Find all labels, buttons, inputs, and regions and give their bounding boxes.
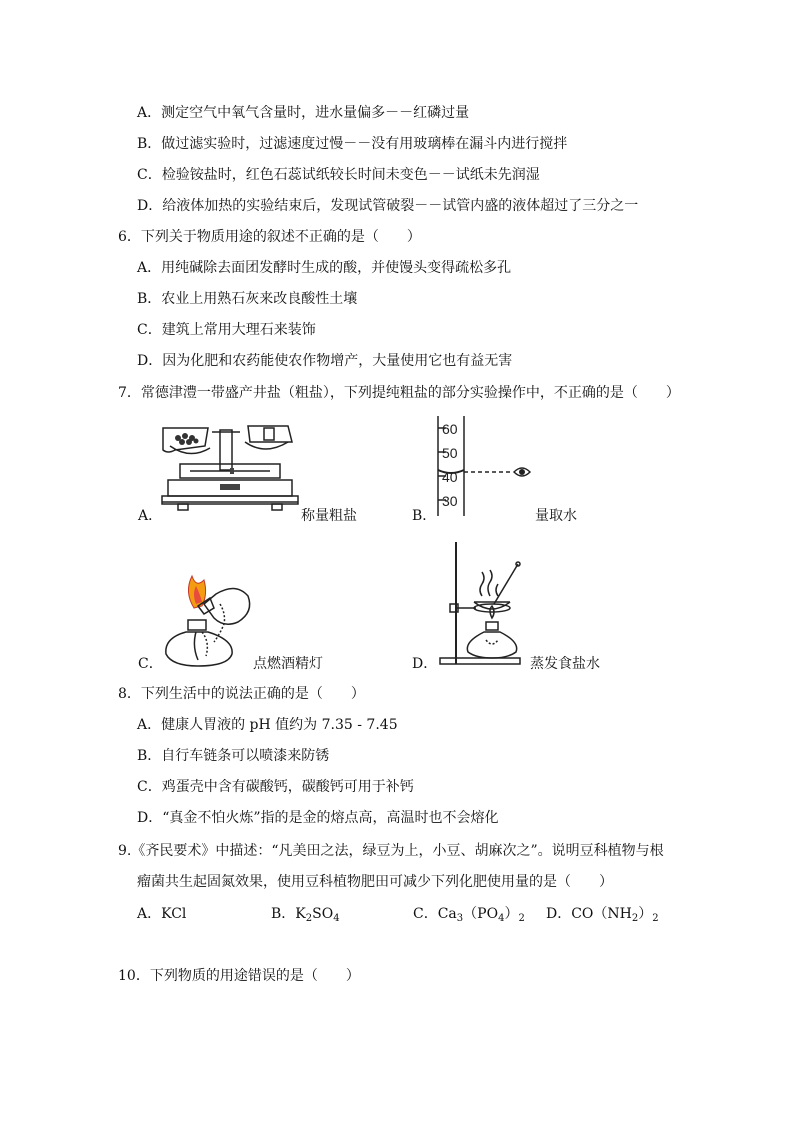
q8-option-c: C．鸡蛋壳中含有碳酸钙，碳酸钙可用于补钙 [137, 779, 414, 795]
q9-option-a: A．KCl [137, 906, 187, 922]
q7-option-d-caption: 蒸发食盐水 [530, 656, 600, 672]
q9-option-c: C．$Ca_3(PO_4)_2$ [413, 906, 525, 924]
q7-option-c-caption: 点燃酒精灯 [253, 656, 323, 672]
cylinder-mark-50: 50 [442, 445, 458, 461]
q7-option-d-letter: D． [412, 656, 438, 672]
q7-stem: 7．常德津澧一带盛产井盐（粗盐），下列提纯粗盐的部分实验操作中，不正确的是（ ） [118, 385, 680, 401]
q5-option-d: D．给液体加热的实验结束后，发现试管破裂－－试管内盛的液体超过了三分之一 [137, 198, 639, 214]
q9-option-b: B．$K_2SO_4$ [271, 906, 340, 924]
q5-option-a: A．测定空气中氧气含量时，进水量偏多－－红磷过量 [137, 105, 470, 121]
q8-option-a: A．健康人胃液的 pH 值约为 7.35 - 7.45 [137, 717, 398, 733]
balance-scale-figure [160, 420, 300, 520]
q5-option-c: C．检验铵盐时，红色石蕊试纸较长时间未变色－－试纸未先润湿 [137, 167, 540, 183]
evaporation-setup-figure [436, 540, 526, 668]
q6-option-a: A．用纯碱除去面团发酵时生成的酸，并使馒头变得疏松多孔 [137, 260, 512, 276]
q6-option-c: C．建筑上常用大理石来装饰 [137, 322, 316, 338]
q9-stem-line2: 瘤菌共生起固氮效果，使用豆科植物肥田可减少下列化肥使用量的是（ ） [137, 874, 613, 890]
q8-option-b: B．自行车链条可以喷漆来防锈 [137, 748, 330, 764]
cylinder-mark-30: 30 [442, 493, 458, 509]
q10-stem: 10．下列物质的用途错误的是（ ） [118, 968, 360, 984]
q7-option-a-letter: A． [138, 508, 163, 524]
q8-stem: 8．下列生活中的说法正确的是（ ） [118, 686, 365, 702]
q7-option-b-letter: B． [412, 508, 437, 524]
q6-option-b: B．农业上用熟石灰来改良酸性土壤 [137, 291, 358, 307]
q6-option-d: D．因为化肥和农药能使农作物增产，大量使用它也有益无害 [137, 353, 513, 369]
q7-option-a-caption: 称量粗盐 [301, 508, 357, 524]
cylinder-mark-60: 60 [442, 421, 458, 437]
q7-option-b-caption: 量取水 [535, 508, 577, 524]
q6-stem: 6．下列关于物质用途的叙述不正确的是（ ） [118, 229, 421, 245]
q9-stem-line1: 9.《齐民要术》中描述：“凡美田之法，绿豆为上，小豆、胡麻次之”。说明豆科植物与根 [118, 843, 664, 859]
q7-option-c-letter: C． [138, 656, 163, 672]
q5-option-b: B．做过滤实验时，过滤速度过慢－－没有用玻璃棒在漏斗内进行搅拌 [137, 136, 568, 152]
graduated-cylinder-figure [430, 412, 540, 522]
alcohol-lamp-lighting-figure [158, 562, 258, 670]
q8-option-d: D．“真金不怕火炼”指的是金的熔点高，高温时也不会熔化 [137, 810, 499, 826]
cylinder-mark-40: 40 [442, 469, 458, 485]
q9-option-d: D．$CO(NH_2)_2$ [546, 906, 659, 924]
